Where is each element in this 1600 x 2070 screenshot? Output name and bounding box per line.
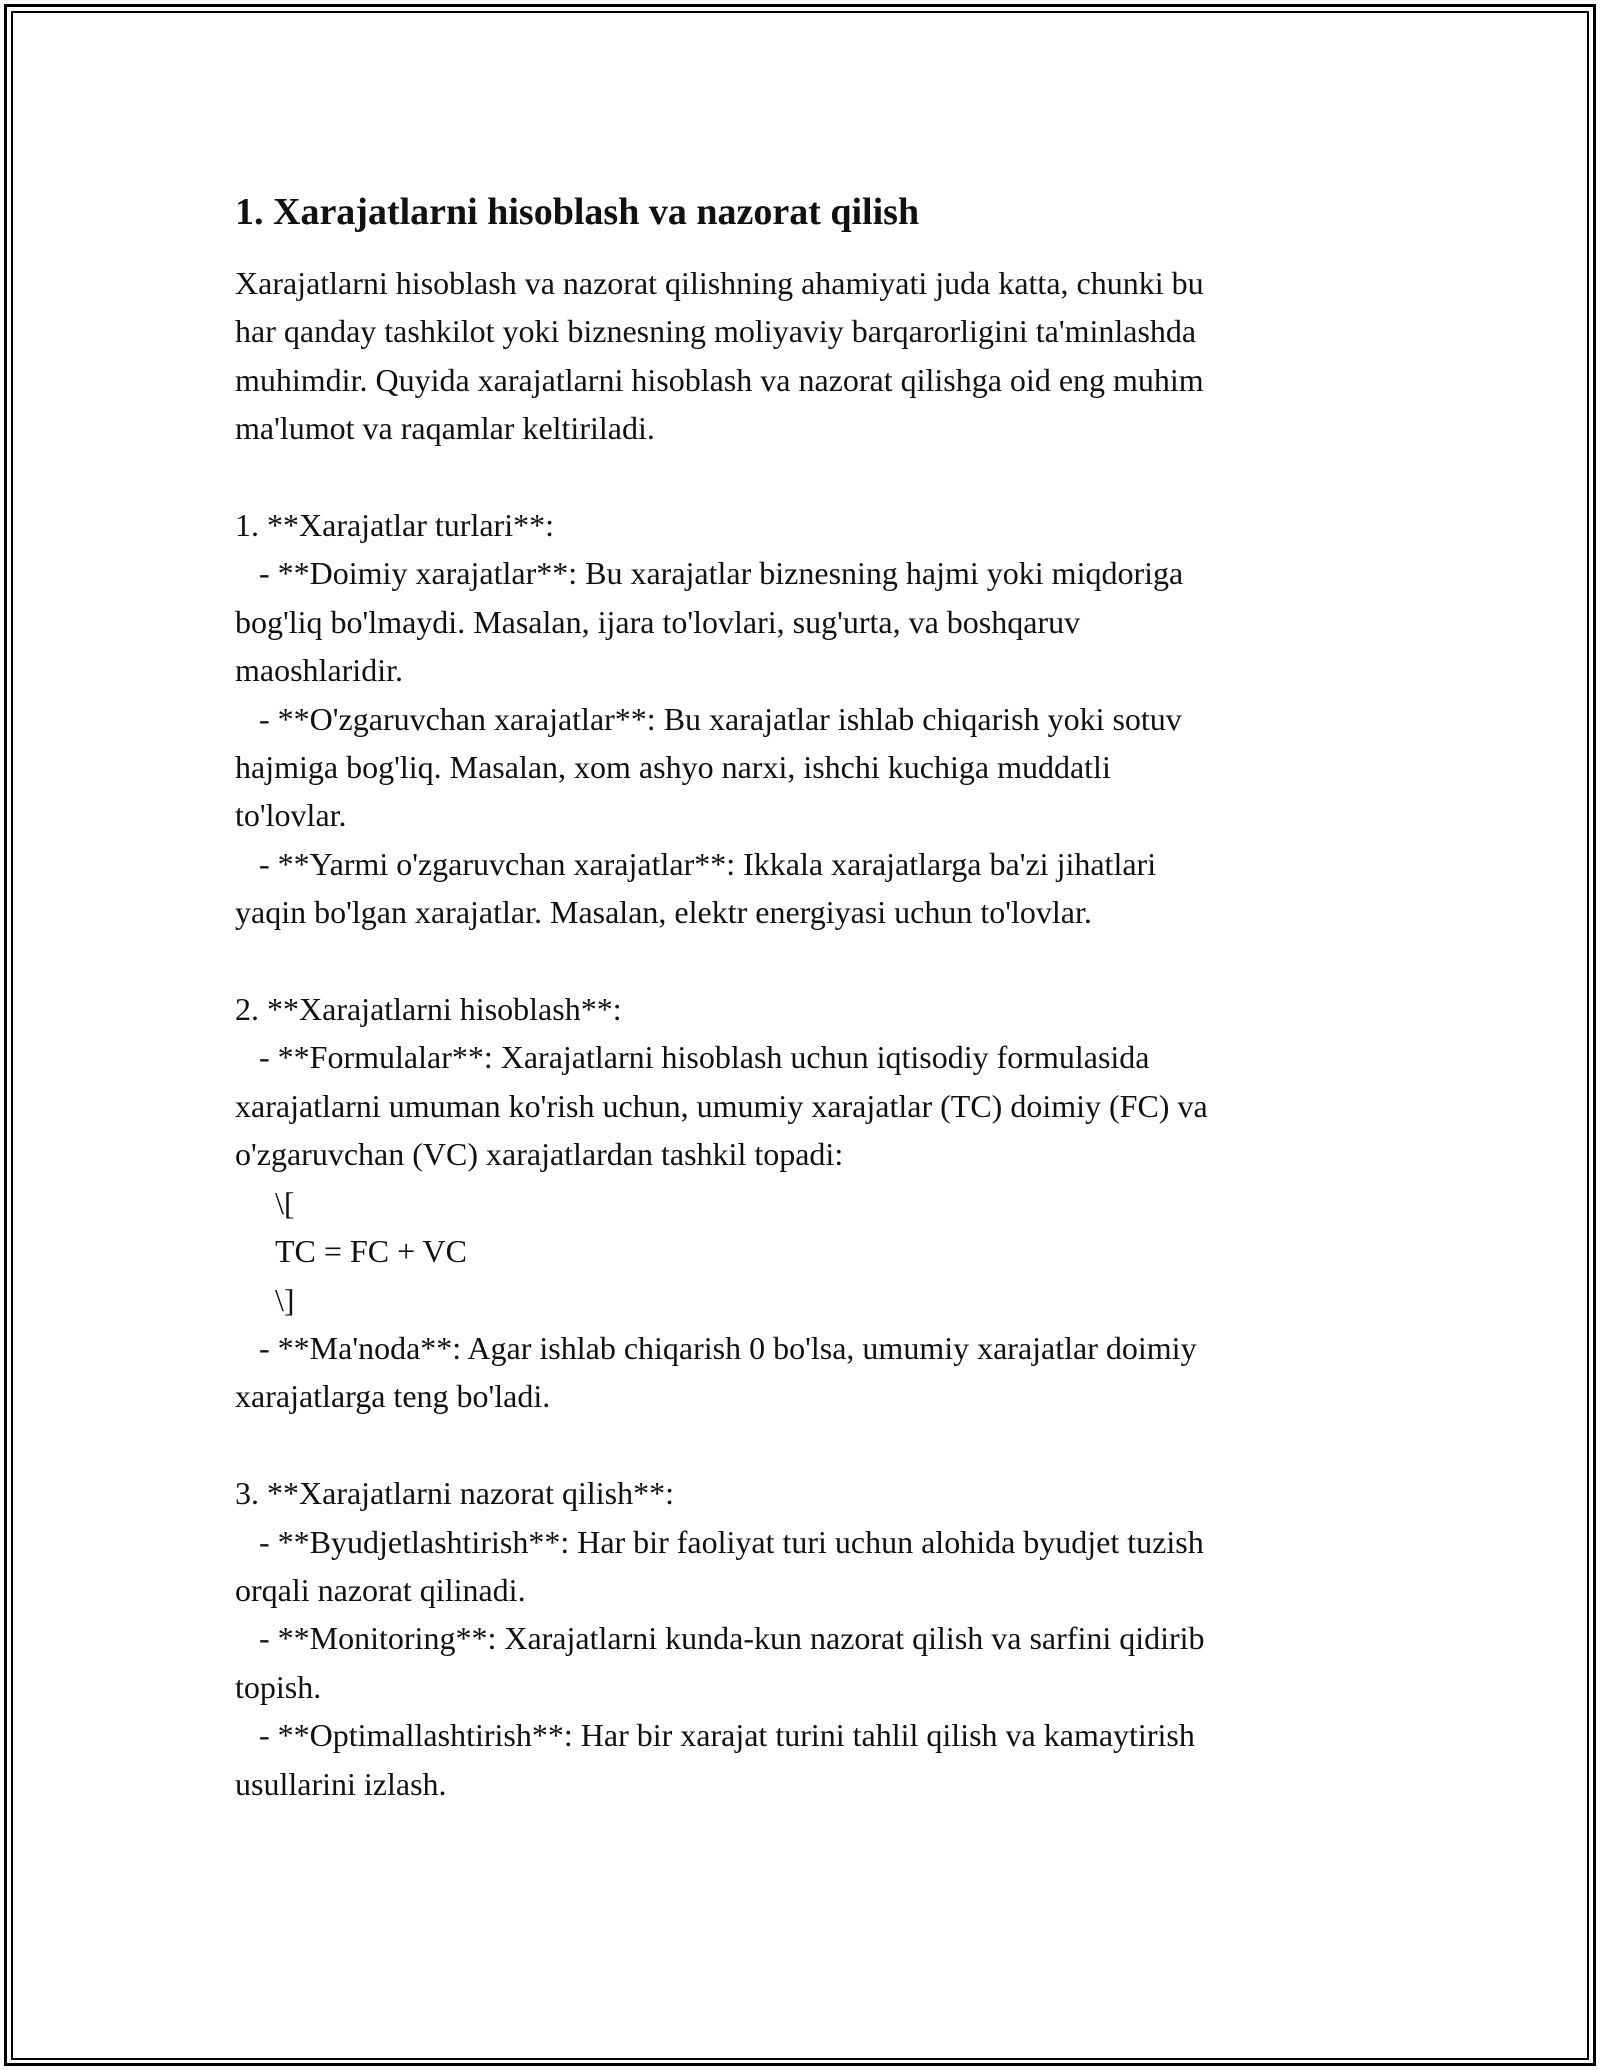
paragraph-gap — [235, 1421, 1385, 1469]
intro-paragraph: Xarajatlarni hisoblash va nazorat qilishning ahamiyati juda katta, chunki bu har qanday tashkilot yoki biznesning moliyaviy barqarorligini ta'minlashda muhimdir. Quyida xarajatlarni hisoblash va nazorat qilishga oid eng muhim ma'lumot va raqamlar keltiriladi. — [235, 265, 1204, 447]
section-cost-types: 1. **Xarajatlar turlari**: - **Doimiy xarajatlar**: Bu xarajatlar biznesning hajmi yoki miqdoriga bog'liq bo'lmaydi. Masalan, ijara to'lovlari, sug'urta, va boshqaruv maoshlaridir. - **O'zgaruvchan xarajatlar**: Bu xarajatlar ishlab chiqarish yoki sotuv hajmiga bog'liq. Masalan, xom ashyo narxi, ishchi kuchiga muddatli to'lovlar. - **Yarmi o'zgaruvchan xarajatlar**: Ikkala xarajatlarga ba'zi jihatlari yaqin bo'lgan xarajatlar. Masalan, elektr energiyasi uchun to'lovlar. — [235, 507, 1184, 931]
paragraph-gap — [235, 937, 1385, 985]
document-title: 1. Xarajatlarni hisoblash va nazorat qilish — [235, 191, 920, 233]
paragraph-gap — [235, 453, 1385, 501]
section-cost-calculation: 2. **Xarajatlarni hisoblash**: - **Formulalar**: Xarajatlarni hisoblash uchun iqtisodiy formulasida xarajatlarni umuman ko'rish uchun, umumiy xarajatlar (TC) doimiy (FC) va o'zgaruvchan (VC) xarajatlardan tashkil topadi: \[ TC = FC + VC \] - **Ma'noda**: Agar ishlab chiqarish 0 bo'lsa, umumiy xarajatlar doimiy xarajatlarga teng bo'ladi. — [235, 991, 1208, 1415]
document-page — [235, 185, 1385, 1808]
section-cost-control: 3. **Xarajatlarni nazorat qilish**: - **Byudjetlashtirish**: Har bir faoliyat turi uchun alohida byudjet tuzish orqali nazorat qilinadi. - **Monitoring**: Xarajatlarni kunda-kun nazorat qilish va sarfini qidirib topish. - **Optimallashtirish**: Har bir xarajat turini tahlil qilish va kamaytirish usullarini izlash. — [235, 1475, 1205, 1802]
